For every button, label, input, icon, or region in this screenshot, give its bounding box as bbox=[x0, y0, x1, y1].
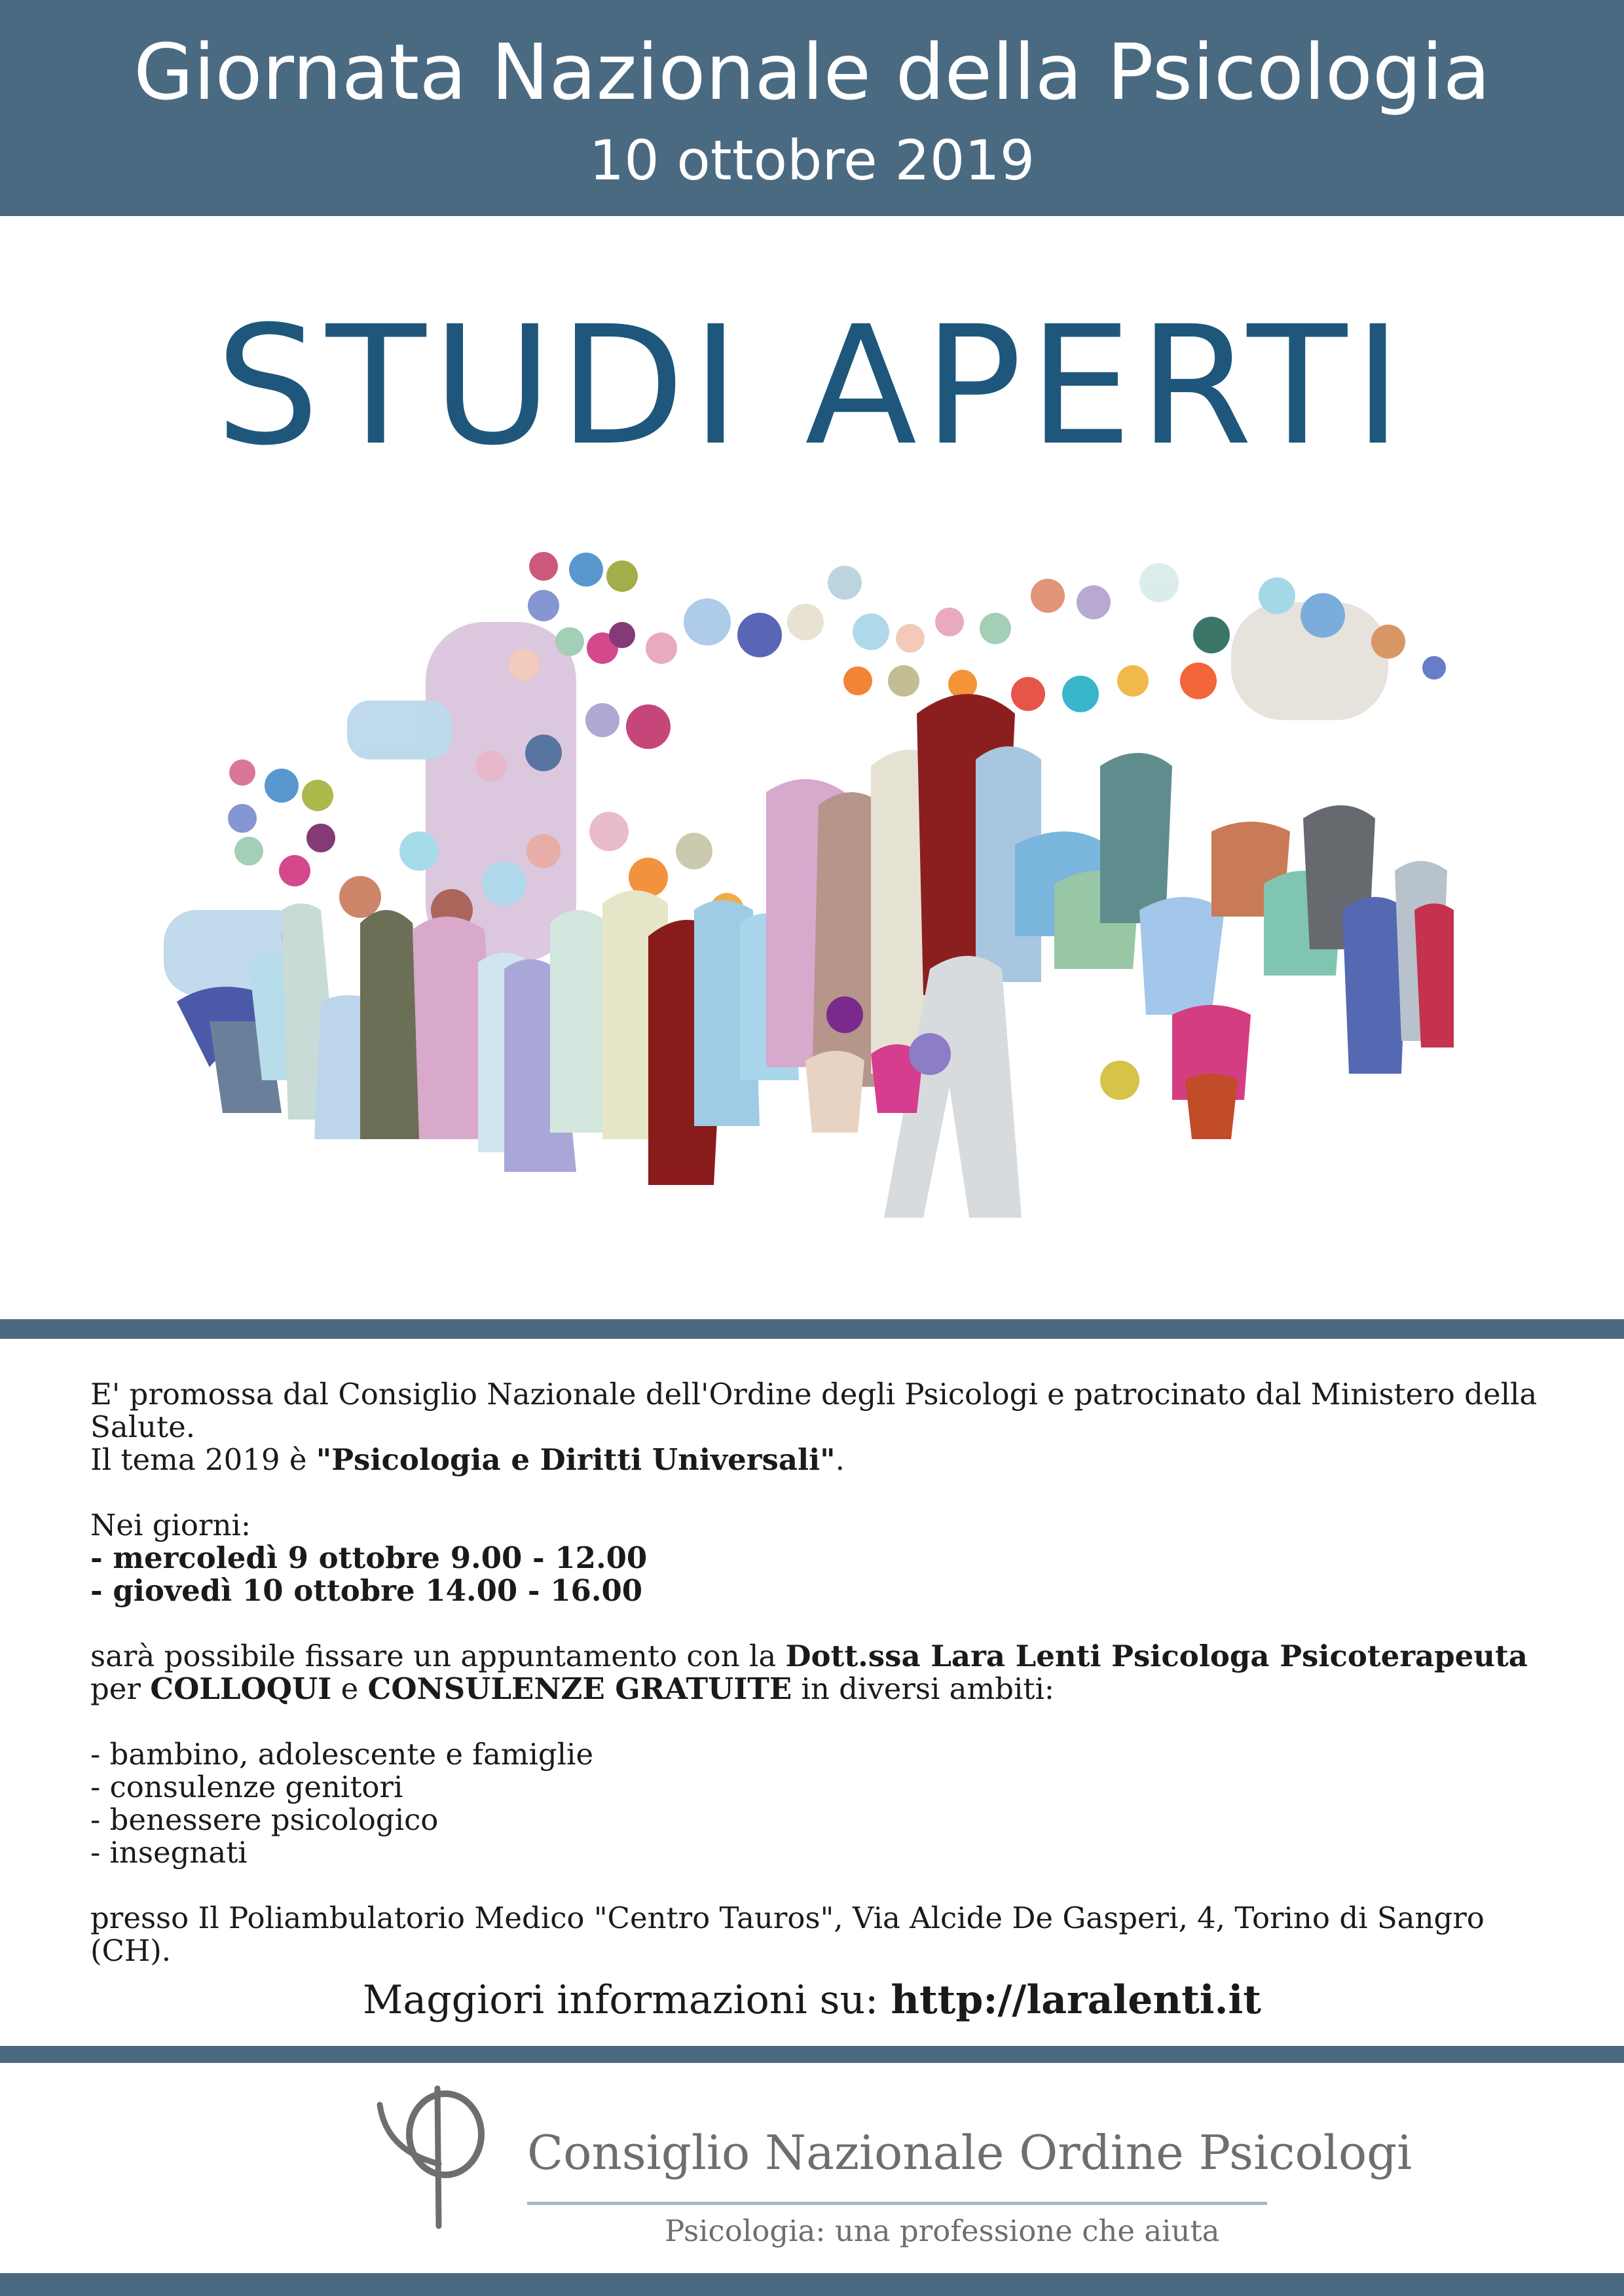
more-info-label: Maggiori informazioni su: bbox=[363, 1977, 891, 2023]
footer-underline bbox=[527, 2202, 1267, 2205]
website-link[interactable]: http://laralenti.it bbox=[891, 1977, 1261, 2023]
theme-name: "Psicologia e Diritti Universali" bbox=[316, 1442, 836, 1477]
theme-line: Il tema 2019 è "Psicologia e Diritti Universali". bbox=[90, 1442, 845, 1477]
area-item: - benessere psicologico bbox=[90, 1802, 439, 1837]
services-line: per COLLOQUI e CONSULENZE GRATUITE in diversi ambiti: bbox=[90, 1671, 1055, 1706]
days-label: Nei giorni: bbox=[90, 1508, 251, 1542]
intro-text: E' promossa dal Consiglio Nazionale dell'Ordine degli Psicologi e patrocinato dal Ministero della Salute. bbox=[90, 1377, 1538, 1444]
appointment-line: sarà possibile fissare un appuntamento con la Dott.ssa Lara Lenti Psicologa Psicoterapeuta bbox=[90, 1639, 1528, 1673]
footer-tagline: Psicologia: una professione che aiuta bbox=[665, 2214, 1220, 2248]
footer-top-divider bbox=[0, 2046, 1624, 2063]
area-item: - insegnati bbox=[90, 1835, 248, 1870]
top-divider bbox=[0, 1319, 1624, 1339]
footer-logo bbox=[367, 2079, 1412, 2248]
doctor-name: Dott.ssa Lara Lenti Psicologa Psicoterapeuta bbox=[785, 1639, 1528, 1673]
header-band bbox=[0, 0, 1624, 216]
event-description bbox=[90, 1378, 1570, 1967]
day-item: - giovedì 10 ottobre 14.00 - 16.00 bbox=[90, 1573, 643, 1608]
main-title: STUDI APERTI bbox=[215, 291, 1409, 481]
footer-org-name: Consiglio Nazionale Ordine Psicologi bbox=[527, 2125, 1412, 2180]
day-item: - mercoledì 9 ottobre 9.00 - 12.00 bbox=[90, 1540, 648, 1575]
area-item: - bambino, adolescente e famiglie bbox=[90, 1737, 594, 1772]
psi-logo-icon bbox=[367, 2079, 504, 2236]
event-date: 10 ottobre 2019 bbox=[589, 128, 1035, 192]
location-text: presso Il Poliambulatorio Medico "Centro Tauros", Via Alcide De Gasperi, 4, Torino di Sangro (CH). bbox=[90, 1901, 1485, 1968]
crowd-illustration bbox=[151, 543, 1473, 1322]
area-item: - consulenze genitori bbox=[90, 1770, 403, 1804]
event-title: Giornata Nazionale della Psicologia bbox=[134, 27, 1490, 117]
bottom-band bbox=[0, 2273, 1624, 2296]
more-info bbox=[0, 1974, 1624, 2026]
